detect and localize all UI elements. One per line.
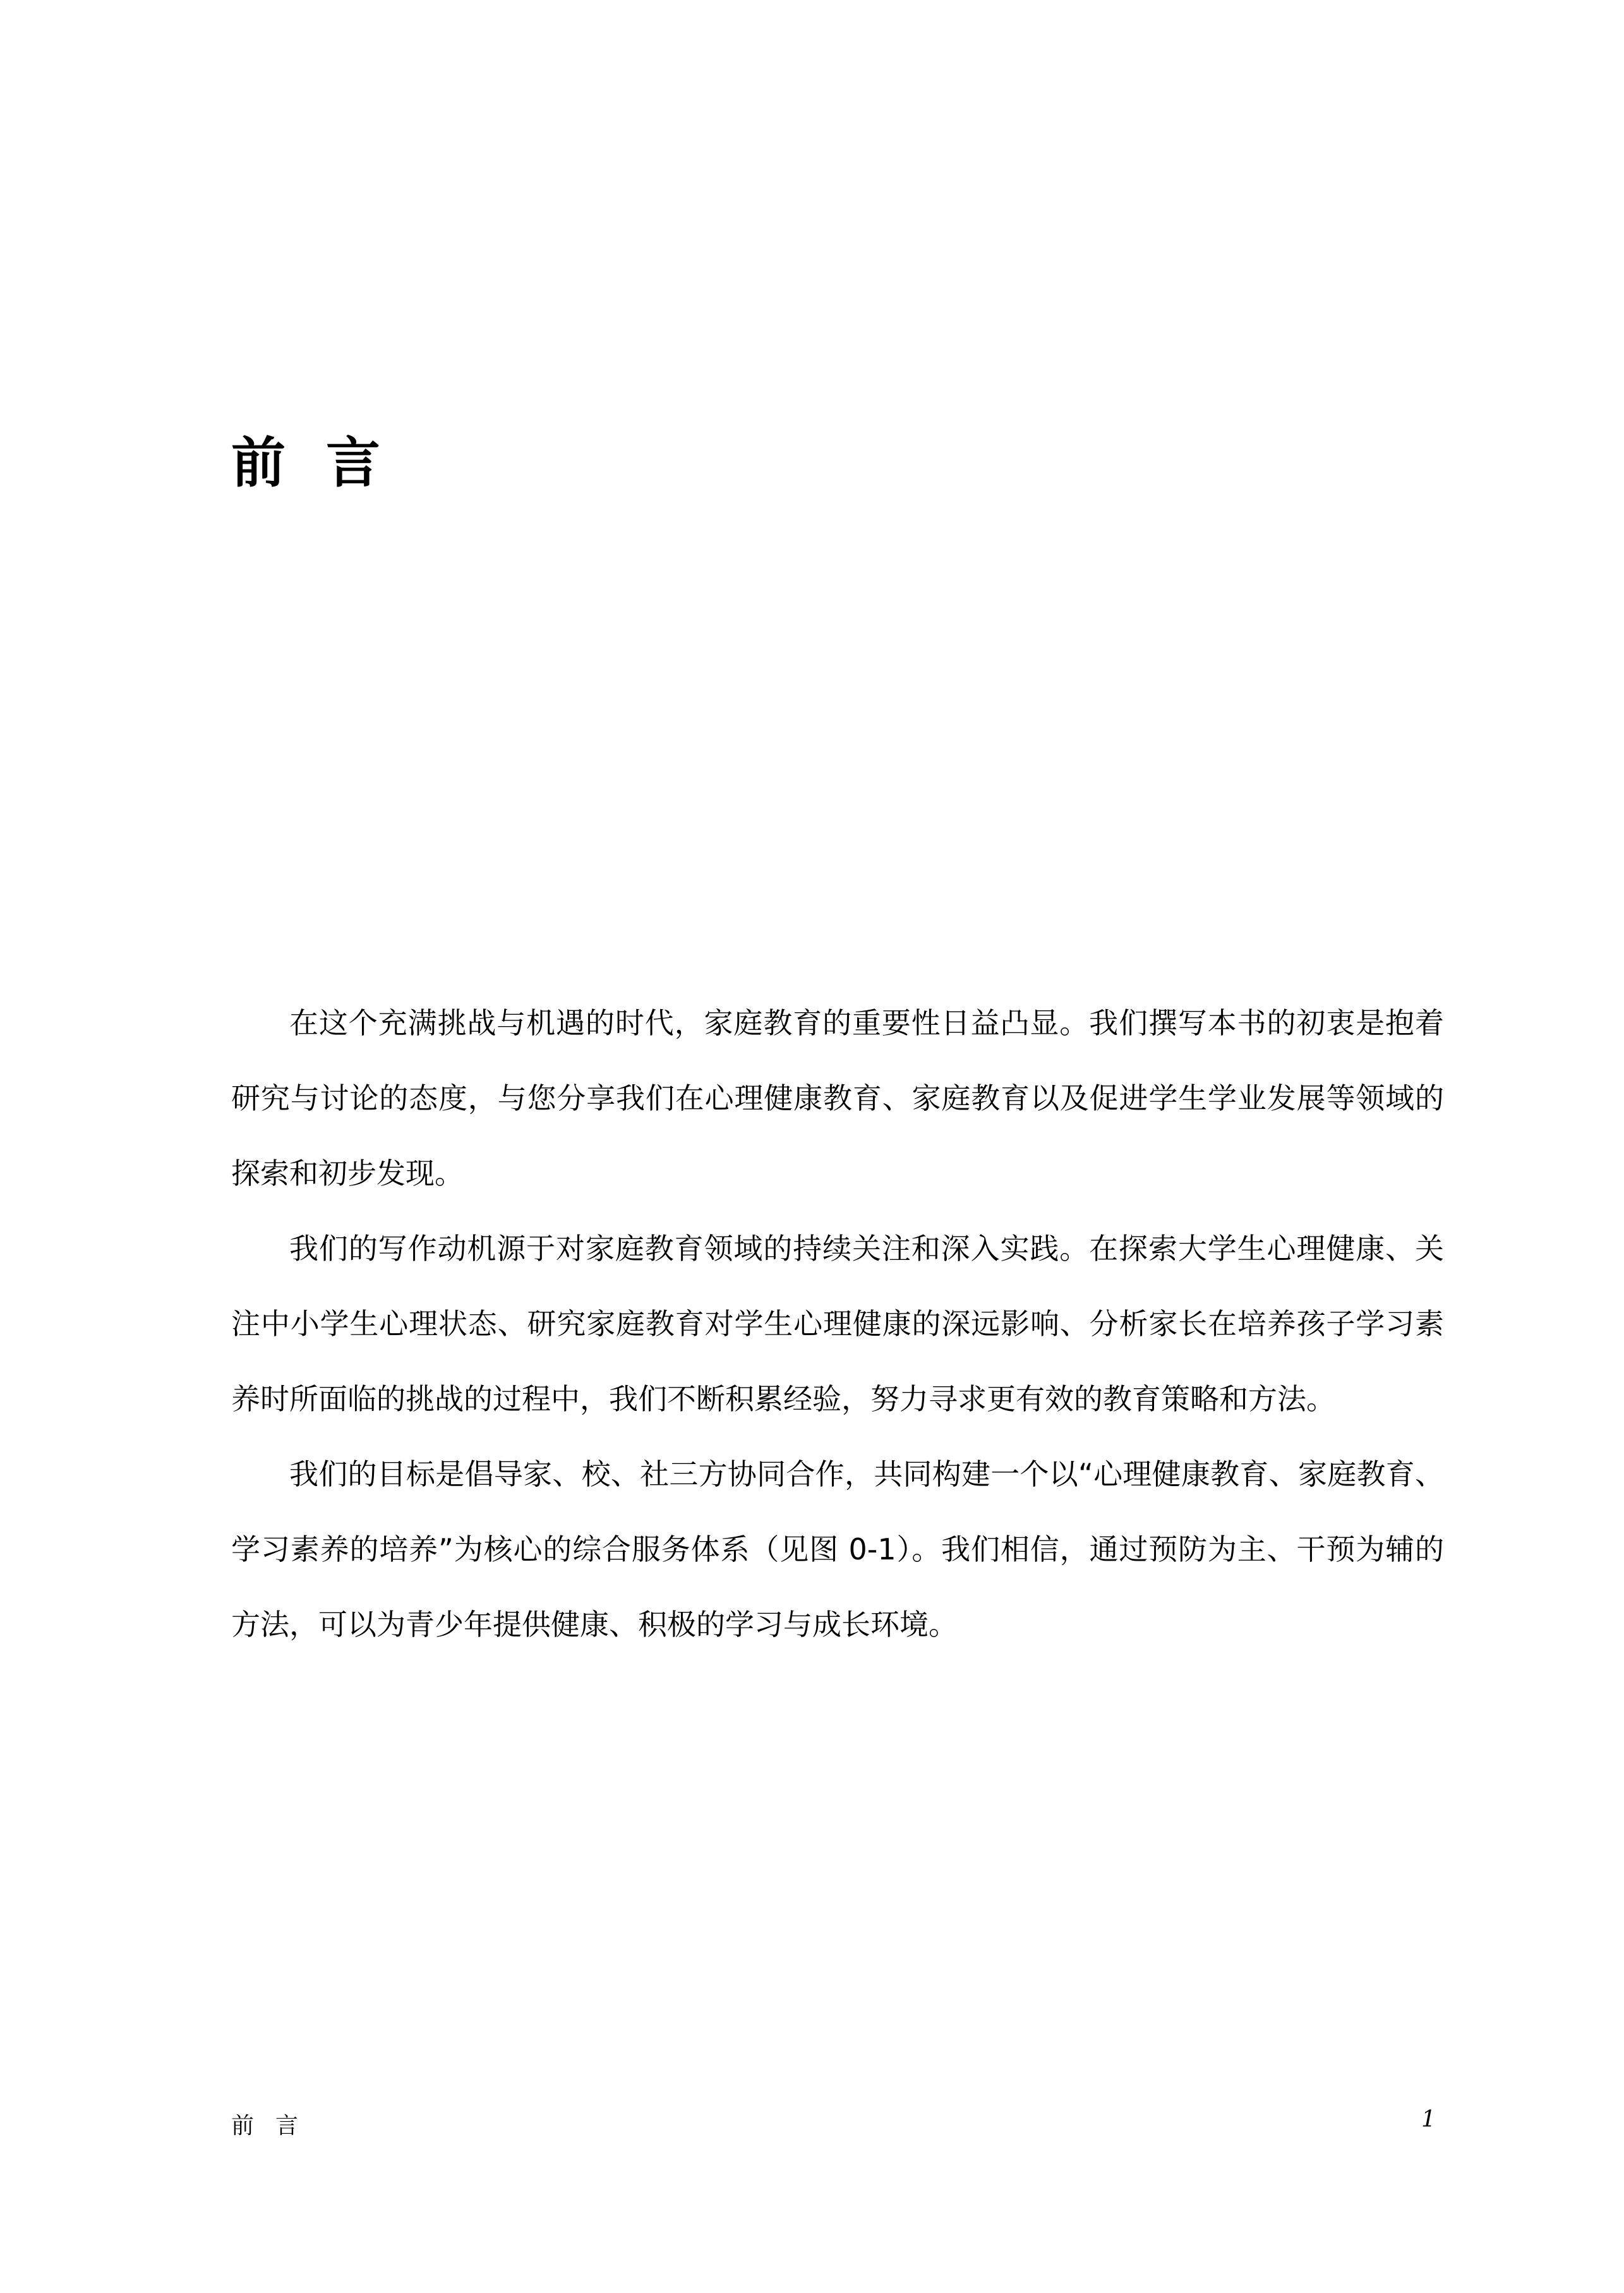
chapter-title: 前言 xyxy=(231,431,421,495)
paragraph-1: 在这个充满挑战与机遇的时代，家庭教育的重要性日益凸显。我们撰写本书的初衷是抱着研究与讨论的态度，与您分享我们在心理健康教育、家庭教育以及促进学生学业发展等领域的探索和初步发现。 xyxy=(231,1006,1444,1190)
paragraph-3: 我们的目标是倡导家、校、社三方协同合作，共同构建一个以“心理健康教育、家庭教育、学习素养的培养”为核心的综合服务体系（见图 0-1）。我们相信，通过预防为主、干预为辅的方法，可以为青少年提供健康、积极的学习与成长环境。 xyxy=(231,1457,1444,1642)
footer-running-title: 前言 xyxy=(231,2113,320,2139)
body-text xyxy=(231,986,1444,1662)
paragraph-2: 我们的写作动机源于对家庭教育领域的持续关注和深入实践。在探索大学生心理健康、关注中小学生心理状态、研究家庭教育对学生心理健康的深远影响、分析家长在培养孩子学习素养时所面临的挑战的过程中，我们不断积累经验，努力寻求更有效的教育策略和方法。 xyxy=(231,1231,1444,1416)
footer-page-number: 1 xyxy=(1421,2107,1436,2133)
